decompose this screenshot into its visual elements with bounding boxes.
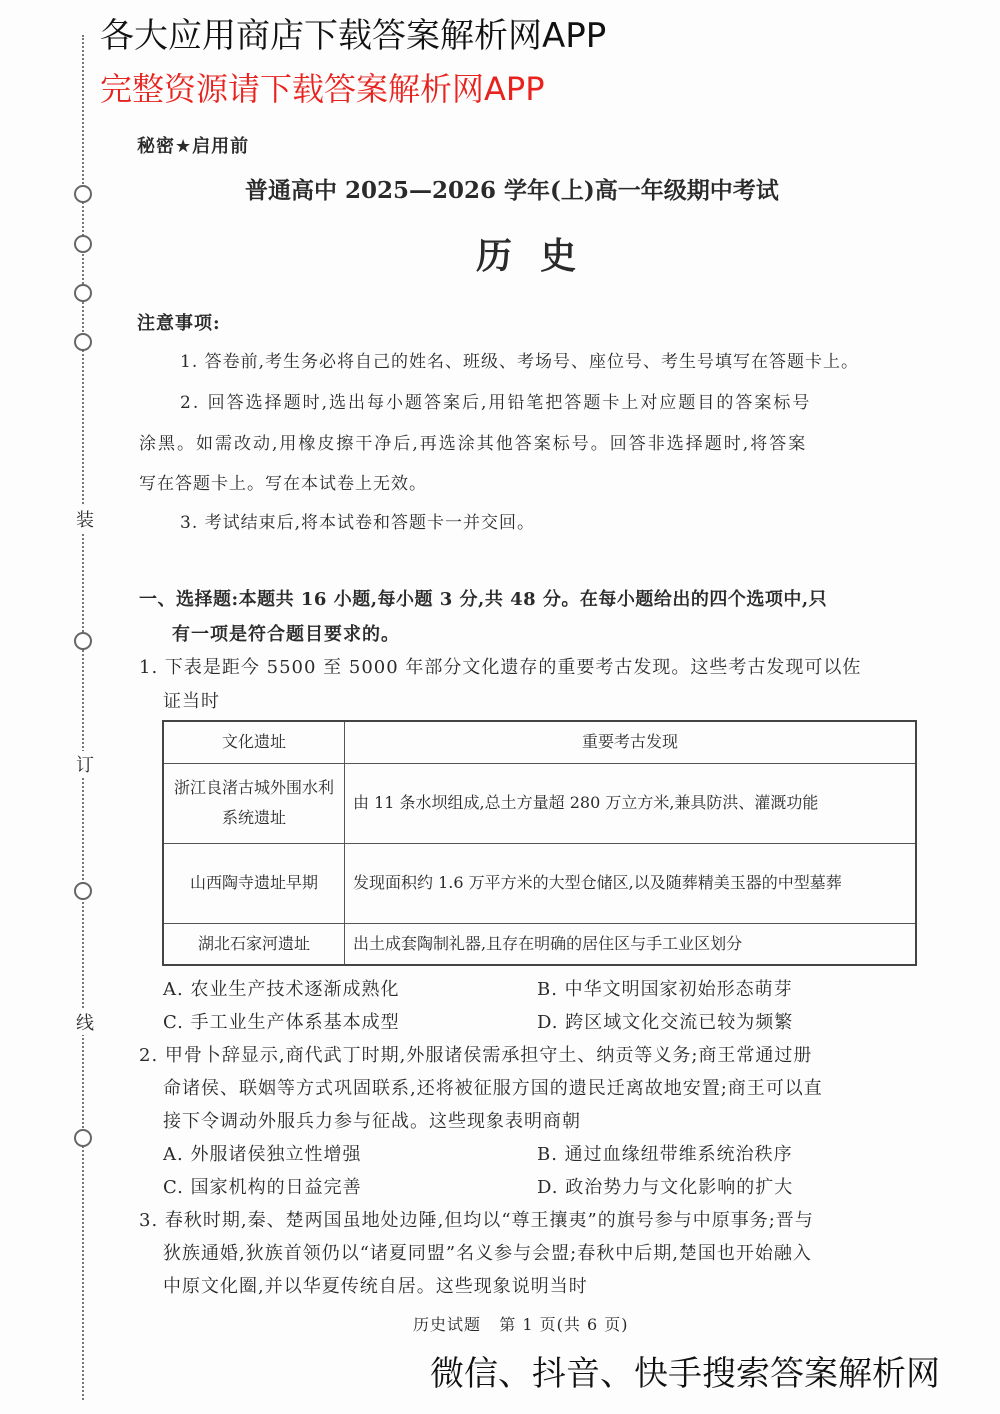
table-header: 文化遗址 xyxy=(163,721,345,763)
table-cell: 浙江良渚古城外围水利系统遗址 xyxy=(163,763,345,843)
page-footer: 历史试题 第 1 页(共 6 页) xyxy=(413,1315,629,1334)
table-header-row xyxy=(163,721,916,763)
table-row xyxy=(163,763,916,843)
question-1-stem: 1. 下表是距今 5500 至 5000 年部分文化遗存的重要考古发现。这些考古发现可以佐 xyxy=(139,657,862,678)
option-b: B. 通过血缘纽带维系统治秩序 xyxy=(537,1144,793,1165)
subject-title: 历 史 xyxy=(476,235,578,277)
table-header: 重要考古发现 xyxy=(345,721,917,763)
binding-hole xyxy=(74,882,92,900)
question-1-stem: 证当时 xyxy=(163,691,220,712)
option-c: C. 国家机构的日益完善 xyxy=(163,1177,362,1198)
section-heading: 有一项是符合题目要求的。 xyxy=(172,624,400,645)
table-cell: 湖北石家河遗址 xyxy=(163,923,345,965)
option-c: C. 手工业生产体系基本成型 xyxy=(163,1012,400,1033)
table-row xyxy=(163,923,916,965)
watermark: 各大应用商店下载答案解析网APP xyxy=(100,16,607,56)
binding-label: 线 xyxy=(76,1009,94,1035)
binding-hole xyxy=(74,284,92,302)
archaeology-table xyxy=(162,720,917,966)
option-b: B. 中华文明国家初始形态萌芽 xyxy=(537,979,793,1000)
binding-hole xyxy=(74,185,92,203)
exam-title: 普通高中 2025—2026 学年(上)高一年级期中考试 xyxy=(245,177,779,204)
binding-hole xyxy=(74,1129,92,1147)
section-heading: 一、选择题:本题共 16 小题,每小题 3 分,共 48 分。在每小题给出的四个选项中,只 xyxy=(139,589,828,610)
binding-hole xyxy=(74,235,92,253)
table-cell: 山西陶寺遗址早期 xyxy=(163,843,345,923)
table-cell: 出土成套陶制礼器,且存在明确的居住区与手工业区划分 xyxy=(345,923,917,965)
binding-hole xyxy=(74,632,92,650)
option-d: D. 政治势力与文化影响的扩大 xyxy=(537,1177,794,1198)
notice-title: 注意事项: xyxy=(137,313,221,334)
notice-item: 涂黑。如需改动,用橡皮擦干净后,再选涂其他答案标号。回答非选择题时,将答案 xyxy=(139,434,808,454)
question-2-stem: 命诸侯、联姻等方式巩固联系,还将被征服方国的遗民迁离故地安置;商王可以直 xyxy=(163,1078,823,1099)
watermark: 微信、抖音、快手搜索答案解析网 xyxy=(430,1354,940,1394)
table-cell: 发现面积约 1.6 万平方米的大型仓储区,以及随葬精美玉器的中型墓葬 xyxy=(345,843,917,923)
secret-label: 秘密★启用前 xyxy=(137,136,250,157)
notice-item: 2. 回答选择题时,选出每小题答案后,用铅笔把答题卡上对应题目的答案标号 xyxy=(180,393,812,413)
table-cell: 由 11 条水坝组成,总土方量超 280 万立方米,兼具防洪、灌溉功能 xyxy=(345,763,917,843)
table-row xyxy=(163,843,916,923)
notice-item: 3. 考试结束后,将本试卷和答题卡一并交回。 xyxy=(180,513,536,533)
question-2-stem: 2. 甲骨卜辞显示,商代武丁时期,外服诸侯需承担守土、纳贡等义务;商王常通过册 xyxy=(139,1045,813,1066)
question-3-stem: 3. 春秋时期,秦、楚两国虽地处边陲,但均以“尊王攘夷”的旗号参与中原事务;晋与 xyxy=(139,1210,814,1231)
question-3-stem: 中原文化圈,并以华夏传统自居。这些现象说明当时 xyxy=(163,1276,588,1297)
notice-item: 写在答题卡上。写在本试卷上无效。 xyxy=(139,474,427,494)
question-3-stem: 狄族通婚,狄族首领仍以“诸夏同盟”名义参与会盟;春秋中后期,楚国也开始融入 xyxy=(163,1243,812,1264)
watermark: 完整资源请下载答案解析网APP xyxy=(100,70,545,108)
binding-hole xyxy=(74,333,92,351)
option-a: A. 外服诸侯独立性增强 xyxy=(163,1144,362,1165)
binding-label: 装 xyxy=(76,506,94,532)
option-d: D. 跨区域文化交流已较为频繁 xyxy=(537,1012,794,1033)
question-2-stem: 接下令调动外服兵力参与征战。这些现象表明商朝 xyxy=(163,1111,581,1132)
notice-item: 1. 答卷前,考生务必将自己的姓名、班级、考场号、座位号、考生号填写在答题卡上。 xyxy=(180,352,860,372)
option-a: A. 农业生产技术逐渐成熟化 xyxy=(163,979,400,1000)
binding-label: 订 xyxy=(76,751,94,777)
